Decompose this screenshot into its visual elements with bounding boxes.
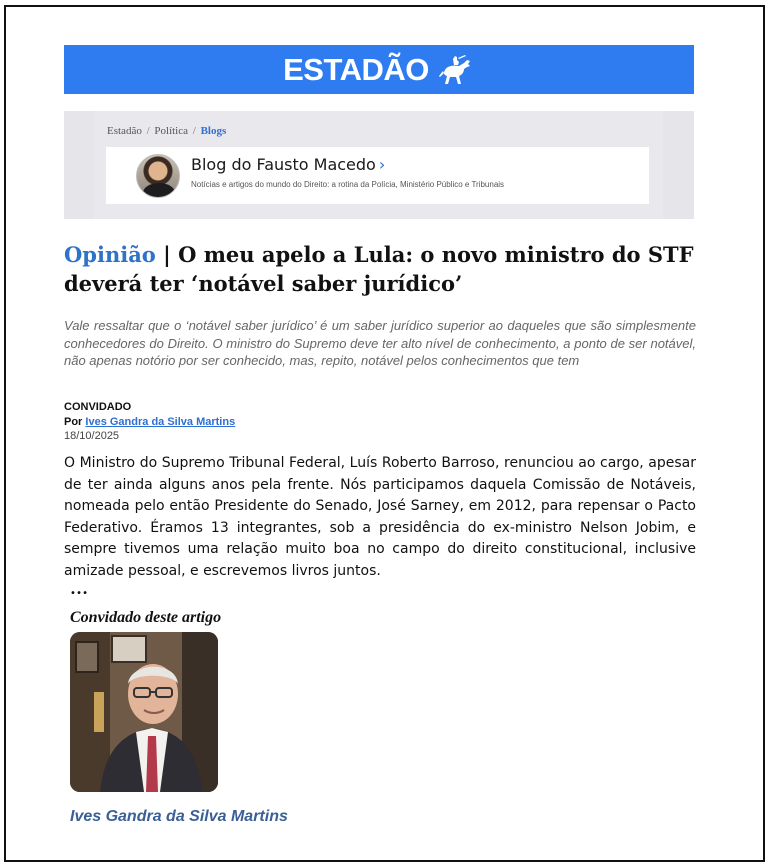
breadcrumb-item-politica[interactable]: Política <box>154 125 188 137</box>
masthead[interactable] <box>64 45 694 94</box>
author-link[interactable]: Ives Gandra da Silva Martins <box>85 416 236 428</box>
blog-banner <box>64 111 694 219</box>
breadcrumb-item-estadao[interactable]: Estadão <box>107 125 142 137</box>
article-body: O Ministro do Supremo Tribunal Federal, Luís Roberto Barroso, renunciou ao cargo, apesar de ter ainda alguns anos pela frente. Nós participamos daquela Comissão de Notáveis, nomeada pelo então Presidente do Senado, José Sarney, em 2012, para repensar o Pacto Federativo. Éramos 13 integrantes, sob a presidência do ex-ministro Nelson Jobim, e sempre tivemos uma relação muito boa no campo do direito constitucional, inclusive amizade pessoal, e escrevemos livros juntos. <box>64 455 696 579</box>
breadcrumb-item-blogs[interactable]: Blogs <box>200 125 227 137</box>
guest-portrait-illustration <box>70 632 218 792</box>
article-headline <box>64 240 696 298</box>
blogger-avatar <box>136 154 180 198</box>
article-lede: Vale ressaltar que o ‘notável saber jurídico’ é um saber jurídico superior ao daqueles que são simplesmente conhecedores do Direito. O ministro do Supremo deve ter alto nível de conhecimento, a ponto de ser notável, não apenas notório por ser conhecido, mas, repito, notável pelos conhecimentos que tem <box>64 318 696 368</box>
guest-name[interactable]: Ives Gandra da Silva Martins <box>70 808 288 825</box>
breadcrumb <box>107 125 226 137</box>
blog-subtitle: Notícias e artigos do mundo do Direito: a rotina da Polícia, Ministério Público e Tribunais <box>191 180 505 189</box>
headline-text: O meu apelo a Lula: o novo ministro do STF deverá ter ‘notável saber jurídico’ <box>64 242 694 296</box>
breadcrumb-separator: / <box>192 125 196 137</box>
avatar-suit-shape <box>143 183 175 198</box>
guest-heading: Convidado deste artigo <box>70 609 222 626</box>
guest-portrait <box>70 632 218 792</box>
byline-label: CONVIDADO <box>64 401 132 413</box>
byline <box>64 416 235 428</box>
article-date: 18/10/2025 <box>64 430 120 442</box>
article-kicker[interactable]: Opinião <box>64 242 156 267</box>
blog-card[interactable] <box>106 147 649 204</box>
byline-prefix: Por <box>64 416 83 428</box>
breadcrumb-separator: / <box>146 125 150 137</box>
blog-title-text[interactable]: Blog do Fausto Macedo <box>191 155 376 174</box>
chevron-right-icon[interactable]: › <box>378 155 386 174</box>
blog-title[interactable] <box>191 155 385 174</box>
brand-logo-text[interactable]: ESTADÃO <box>283 51 429 87</box>
headline-divider: | <box>163 242 171 267</box>
more-ellipsis: … <box>70 578 88 598</box>
horse-rider-icon <box>437 54 475 86</box>
